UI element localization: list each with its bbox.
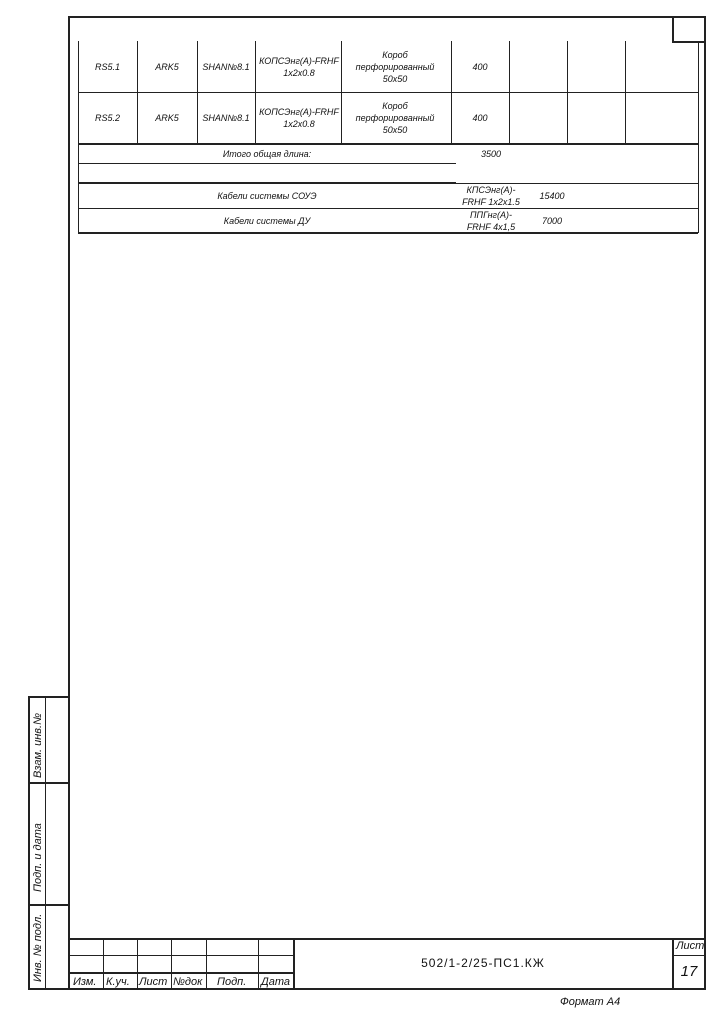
row-shan: SHAN№8.1 <box>202 112 250 123</box>
summary-value: 15400 <box>539 191 565 201</box>
col-list: Лист <box>139 976 168 988</box>
side-label-podp: Подп. и дата <box>32 823 44 892</box>
row-route: Короб перфорированный 50x50 <box>355 49 435 84</box>
col-izm: Изм. <box>73 976 97 988</box>
side-label-vzam: Взам. инв.№ <box>32 713 44 778</box>
table-row <box>78 92 698 143</box>
row-device: ARK5 <box>155 112 179 123</box>
format-label: Формат А4 <box>560 996 621 1008</box>
summary-value: 7000 <box>541 215 563 226</box>
sheet-number: 17 <box>680 963 698 980</box>
col-ndok: №док <box>173 976 203 988</box>
total-label: Итого общая длина: <box>222 149 312 159</box>
row-cable: КОПСЭнг(А)-FRHF 1x2x0.8 <box>259 106 339 129</box>
corner-box <box>672 16 706 43</box>
table-row <box>78 41 698 92</box>
row-length: 400 <box>472 61 488 72</box>
row-length: 400 <box>472 112 488 123</box>
doc-code: 502/1-2/25-ПС1.КЖ <box>421 956 545 970</box>
summary-cable: КПСЭнг(А)-FRHF 1x2x1.5 <box>462 185 520 207</box>
summary-label: Кабели системы ДУ <box>223 215 311 226</box>
row-route: Короб перфорированный 50x50 <box>355 100 435 135</box>
side-label-inv: Инв. № подл. <box>32 913 44 982</box>
row-device: ARK5 <box>155 61 179 72</box>
row-id: RS5.2 <box>94 112 120 123</box>
sheet-label: Лист <box>676 940 705 952</box>
row-cable: КОПСЭнг(А)-FRHF 1x2x0.8 <box>259 55 339 78</box>
summary-cable: ППГнг(А)-FRHF 4x1,5 <box>466 209 516 232</box>
total-value: 3500 <box>480 149 502 159</box>
row-shan: SHAN№8.1 <box>202 61 250 72</box>
col-kuch: К.уч. <box>106 976 130 988</box>
summary-label: Кабели системы СОУЭ <box>217 191 317 201</box>
col-podp: Подп. <box>217 976 247 988</box>
col-data: Дата <box>261 976 291 988</box>
row-id: RS5.1 <box>94 61 120 72</box>
